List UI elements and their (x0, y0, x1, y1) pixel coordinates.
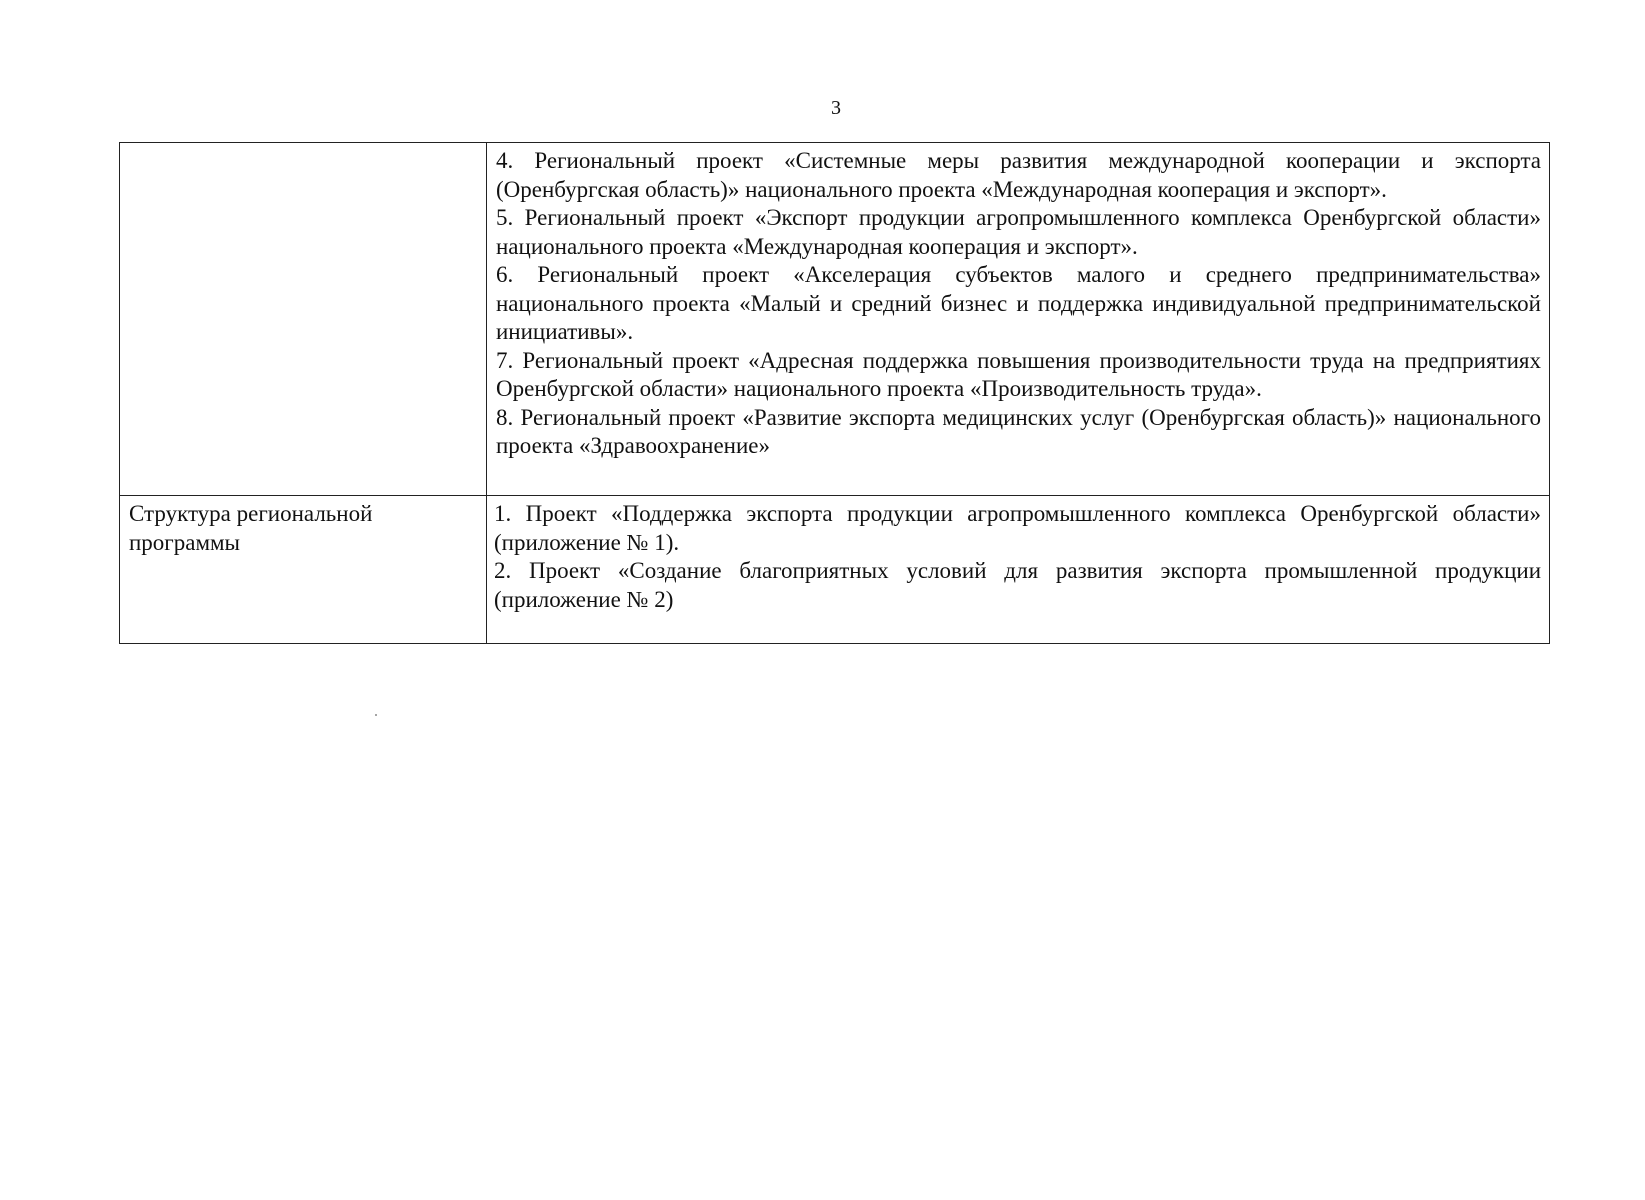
project-item-7: 7. Региональный проект «Адресная поддержка повышения производительности труда на предприятиях Оренбургской области» национального проекта «Производительность труда». (496, 347, 1541, 401)
row-content-cell (487, 143, 1550, 496)
program-structure-label: Структура региональной программы (120, 496, 487, 644)
table-row (120, 143, 1550, 496)
page-number: 3 (831, 97, 841, 119)
structure-item-1: 1. Проект «Поддержка экспорта продукции агропромышленного комплекса Оренбургской области» (приложение № 1). (494, 501, 1541, 555)
project-item-8: 8. Региональный проект «Развитие экспорта медицинских услуг (Оренбургская область)» национального проекта «Здравоохранение» (496, 404, 1541, 458)
program-passport-table (119, 142, 1550, 644)
structure-item-2: 2. Проект «Создание благоприятных условий для развития экспорта промышленной продукции (приложение № 2) (494, 558, 1541, 612)
table-row (120, 496, 1550, 644)
project-item-5: 5. Региональный проект «Экспорт продукции агропромышленного комплекса Оренбургской области» национального проекта «Международная кооперация и экспорт». (496, 205, 1541, 259)
project-item-4: 4. Региональный проект «Системные меры развития международной кооперации и экспорта (Оренбургская область)» национального проекта «Международная кооперация и экспорт». (496, 148, 1541, 202)
row-label-cell (120, 143, 487, 496)
scan-speck (375, 714, 377, 716)
row-content-cell (487, 496, 1550, 644)
project-item-6: 6. Региональный проект «Акселерация субъектов малого и среднего предпринимательства» национального проекта «Малый и средний бизнес и поддержка индивидуальной предпринимательской инициативы». (496, 262, 1541, 344)
